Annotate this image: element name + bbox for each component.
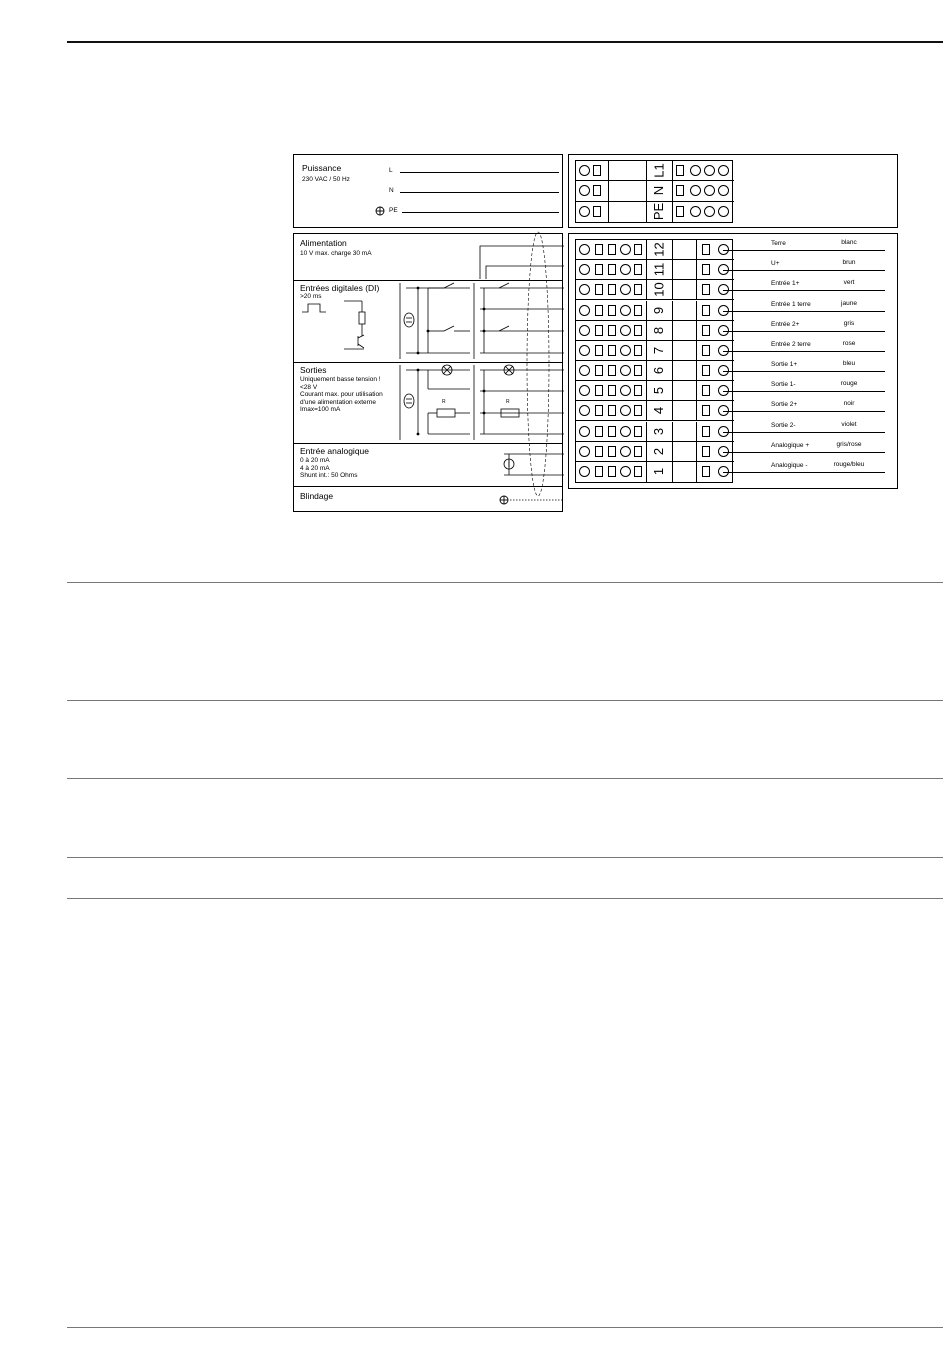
terminal-screw-icon <box>704 206 715 217</box>
terminal-screw-icon <box>718 165 729 176</box>
alimentation-title: Alimentation <box>300 238 347 248</box>
section-rule-3 <box>67 778 943 779</box>
signal-terminal-number: 2 <box>651 447 667 455</box>
wire-color-label: gris/rose <box>836 440 862 448</box>
terminal-screw-icon <box>579 206 590 217</box>
power-box <box>293 154 563 228</box>
analogique-title: Entrée analogique <box>300 446 370 456</box>
resistor-label-1: R <box>442 399 446 405</box>
sorties-lines: Uniquement basse tension ! <28 V Courant max. pour utilisation d'une alimentation externe Imax=100 mA <box>300 376 383 413</box>
wire-color-label: blanc <box>841 239 857 246</box>
terminal-screw-icon <box>704 165 715 176</box>
terminal-wire-line <box>723 250 885 251</box>
power-terminal-number: L1 <box>651 163 667 178</box>
terminal-screw-icon <box>718 206 729 217</box>
wire-color-label: vert <box>843 279 855 287</box>
resistor-label-2: R <box>506 399 510 405</box>
signal-terminal-number: 10 <box>651 282 667 298</box>
terminal-screw-icon <box>690 185 701 196</box>
power-line-l-label: L <box>389 167 393 174</box>
signal-terminal-number: 6 <box>651 366 667 375</box>
terminal-function-label: Entrée 1+ <box>771 280 800 288</box>
power-line-n-label: N <box>389 187 394 194</box>
power-spec: 230 VAC / 50 Hz <box>302 176 350 183</box>
terminal-screw-icon <box>579 185 590 196</box>
terminal-wire-line <box>723 472 885 473</box>
terminal-screw-icon <box>690 206 701 217</box>
terminal-function-label: Terre <box>771 240 786 247</box>
terminal-wire-line <box>723 452 885 453</box>
power-terminal-row <box>576 202 734 222</box>
terminal-function-label: U+ <box>771 260 780 268</box>
terminal-clamp-icon <box>676 206 684 217</box>
entrees-title: Entrées digitales (DI) <box>300 283 380 293</box>
top-rule <box>67 41 943 43</box>
terminal-function-label: Sortie 1+ <box>771 361 798 368</box>
terminal-function-label: Sortie 2+ <box>771 401 798 409</box>
terminal-function-label: Entrée 2+ <box>771 320 800 328</box>
terminal-function-label: Entrée 2 terre <box>771 340 811 348</box>
signal-terminal-number: 3 <box>651 427 667 435</box>
power-terminal-row <box>576 181 734 201</box>
terminal-screw-icon <box>690 165 701 176</box>
power-terminal-number: N <box>651 186 667 196</box>
power-line-l <box>400 172 559 173</box>
signal-terminal-number: 5 <box>651 387 667 395</box>
terminal-clamp-icon <box>593 165 601 176</box>
earth-symbol-icon <box>375 206 385 216</box>
section-rule-4 <box>67 857 943 858</box>
signal-terminal-number: 12 <box>651 242 667 257</box>
terminal-function-label: Analogique - <box>771 461 808 469</box>
terminal-wire-line <box>723 311 885 312</box>
wire-color-label: bleu <box>842 360 856 367</box>
wire-color-label: rouge <box>840 380 858 388</box>
analogique-lines: 0 à 20 mA 4 à 20 mA Shunt int.: 50 Ohms <box>300 457 358 479</box>
wire-color-label: rouge/bleu <box>833 460 865 468</box>
sorties-title: Sorties <box>300 365 327 375</box>
blindage-title: Blindage <box>300 491 334 501</box>
power-terminal-number: PE <box>651 203 667 221</box>
terminal-wire-line <box>723 270 885 271</box>
terminal-function-label: Sortie 1- <box>771 381 796 389</box>
signal-terminal-number: 7 <box>651 346 667 355</box>
power-title: Puissance <box>302 163 342 173</box>
wire-color-label: violet <box>841 420 857 428</box>
wire-color-label: brun <box>842 259 856 267</box>
terminal-clamp-icon <box>593 206 601 217</box>
alimentation-lines: 10 V max. charge 30 mA <box>300 250 372 257</box>
power-line-pe <box>402 212 559 213</box>
terminal-wire-line <box>723 290 885 291</box>
signal-labels <box>569 234 899 490</box>
terminal-wire-line <box>723 371 885 372</box>
signal-terminal-number: 11 <box>651 262 667 277</box>
terminal-function-label: Sortie 2- <box>771 421 796 429</box>
power-strip-box <box>568 154 898 228</box>
power-terminal-row <box>576 161 734 181</box>
signal-terminal-number: 8 <box>651 326 667 334</box>
power-strip <box>575 160 733 223</box>
wire-color-label: gris <box>843 319 855 327</box>
terminal-function-label: Entrée 1 terre <box>771 300 811 308</box>
terminal-screw-icon <box>579 165 590 176</box>
signal-box <box>293 233 563 512</box>
terminal-screw-icon <box>704 185 715 196</box>
signal-terminal-number: 1 <box>651 468 667 476</box>
wiring-schematic <box>294 234 564 513</box>
terminal-clamp-icon <box>676 165 684 176</box>
signal-terminal-number: 4 <box>651 407 667 415</box>
entrees-lines: >20 ms <box>300 293 322 300</box>
terminal-wire-line <box>723 351 885 352</box>
terminal-function-label: Analogique + <box>771 441 810 449</box>
terminal-wire-line <box>723 411 885 412</box>
signal-strip-box <box>568 233 898 489</box>
terminal-screw-icon <box>718 185 729 196</box>
terminal-wire-line <box>723 331 885 332</box>
terminal-wire-line <box>723 391 885 392</box>
bottom-rule <box>67 1327 943 1328</box>
section-rule-1 <box>67 582 943 583</box>
wire-color-label: jaune <box>841 299 857 307</box>
signal-terminal-number: 9 <box>651 306 667 314</box>
terminal-clamp-icon <box>593 185 601 196</box>
terminal-wire-line <box>723 432 885 433</box>
terminal-clamp-icon <box>676 185 684 196</box>
section-rule-5 <box>67 898 943 899</box>
section-rule-2 <box>67 700 943 701</box>
power-line-pe-label: PE <box>389 207 398 214</box>
wire-color-label: rose <box>842 339 856 347</box>
wire-color-label: noir <box>843 400 855 408</box>
power-line-n <box>400 192 559 193</box>
